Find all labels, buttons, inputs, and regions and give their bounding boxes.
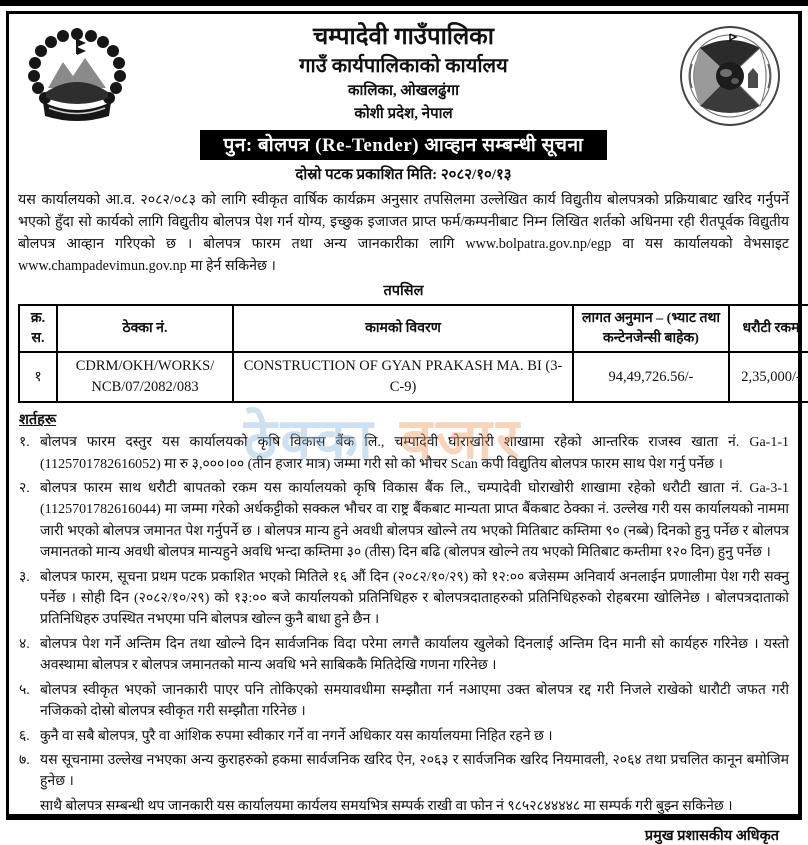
letterhead [18, 18, 789, 128]
notice-document [6, 11, 802, 845]
signatory-title: प्रमुख प्रशासकीय अधिकृत [644, 828, 779, 845]
col-header-description: कामको विवरण [233, 305, 573, 352]
office-name: गाउँ कार्यपालिकाको कार्यालय [299, 55, 508, 78]
condition-number: ५. [19, 682, 30, 698]
conditions-list [18, 432, 789, 793]
condition-text: यस सूचनामा उल्लेख नभएका अन्य कुराहरुको हकमा सार्वजनिक खरिद ऐन, २०६३ र सार्वजनिक खरिद नियमावली, २०६४ तथा प्रचलित कानून बमोजिम हुनेछ । [40, 752, 789, 790]
cell-description: CONSTRUCTION OF GYAN PRAKASH MA. BI (3-C-9) [233, 352, 573, 402]
notice-content [9, 14, 801, 845]
conditions-heading: शर्तहरू [19, 412, 57, 429]
letterhead-text [136, 18, 671, 125]
condition-item-5 [18, 680, 789, 723]
published-date: दोस्रो पटक प्रकाशित मिति: २०८२/१०/१३ [295, 167, 512, 183]
closing-paragraph: साथै बोलपत्र सम्बन्धी थप जानकारी यस कार्यालयमा कार्यलय समयभित्र सम्पर्क राखी वा फोन नं ९८५२८४४४४८ मा सम्पर्क गरी बुझ्न सकिनेछ । [40, 798, 733, 814]
condition-text: कुनै वा सबै बोलपत्र, पुरै वा आंशिक रुपमा स्वीकार गर्ने वा नगर्ने अधिकार यस कार्यालयमा निहित रहने छ । [40, 728, 553, 744]
watermark-part2: बजार [376, 407, 524, 472]
condition-text: बोलपत्र फारम दस्तुर यस कार्यालयको कृषि विकास बैंक लि., चम्पादेवी घोराखोरी शाखामा रहेको आन्तरिक राजस्व खाता नं. Ga-1-1 (1125701782616052) मा रु ३,०००।०० (तीन हजार मात्र) जम्मा गरी सो को भौचर Scan कपी विद्युतिय बोलपत्र फारम साथ पेश गर्नु पर्नेछ । [40, 435, 789, 472]
condition-text: बोलपत्र स्वीकृत भएको जानकारी पाएर पनि तोकिएको समयावधीमा सम्झौता गर्न नआएमा उक्त बोलपत्र रद्द गरी निजले राखेको धारौटी जफत गरी नजिकको दोस्रो बोलपत्र स्वीकृत गरी सम्झौता गरिनेछ । [40, 682, 789, 720]
table-row [19, 352, 808, 402]
province-line: कोशी प्रदेश, नेपाल [354, 105, 453, 122]
tapasil-heading: तपसिल [383, 283, 424, 299]
cell-cost-estimate: 94,49,726.56/- [573, 352, 729, 402]
condition-number: १. [19, 435, 30, 451]
condition-number: २. [19, 481, 30, 497]
col-header-contract-no: ठेक्का नं. [57, 305, 233, 352]
watermark-part1: ठेक्का [244, 407, 377, 472]
tender-table [18, 304, 808, 403]
condition-number: ६. [19, 728, 30, 744]
condition-item-3 [18, 567, 789, 631]
condition-item-6 [18, 726, 789, 747]
cell-deposit: 2,35,000/- [729, 352, 808, 402]
intro-paragraph: यस कार्यालयको आ.व. २०८२/०८३ को लागि स्वीकृत वार्षिक कार्यक्रम अनुसार तपसिलमा उल्लेखित कार्य विद्युतीय बोलपत्रको प्रक्रियाबाट खरिद गर्नुपर्ने भएको हुँदा सो कार्यको लागि विद्युतीय बोलपत्र पेश गर्न योग्य, इच्छुक इजाजत प्राप्त फर्म/कम्पनीबाट निम्न लिखित शर्तको अधिनमा रही रीतपूर्वक विद्युतीय बोलपत्र आव्हान गरिएको छ । बोलपत्र फारम तथा अन्य जानकारीका लागि www.bolpatra.gov.np/egp वा यस कार्यालयको वेभसाइट www.champadevimun.gov.np मा हेर्न सकिनेछ । [18, 192, 789, 274]
col-header-deposit: धरौटी रकम [729, 305, 808, 352]
col-header-cost-estimate: लागत अनुमान – (भ्याट तथा कन्टेनजेन्सी बाहेक) [573, 305, 729, 352]
condition-text: बोलपत्र फारम साथ धरौटी बापतको रकम यस कार्यालयको कृषि विकास बैंक लि., चम्पादेवी घोराखोरी शाखामा रहेको धरौटी खाता नं. Ga-3-1 (1125701782616044) मा जम्मा गरेको अर्धकट्टीको सक्कल भौचर वा राष्ट्र बैंकबाट मान्यता प्राप्त बैंकबाट ठेक्का नं. उल्लेख गरी यस कार्यालयको नाममा जारी भएको बोलपत्र जमानत पेश गर्नुपर्ने छ । बोलपत्र मान्य हुने अवधी बोलपत्र खोल्ने तय भएको मितिबाट कम्तिमा ९० (नब्बे) दिनको हुनु पर्नेछ र बोलपत्र जमानतको मान्य अवधी बोलपत्र मान्यहुने अवधि भन्दा कम्तिमा ३० (तीस) दिन बढि (बोलपत्र खोल्ने तय भएको मितिबाट कम्तीमा १२० दिन) हुनु पर्नेछ । [40, 481, 789, 561]
cell-sn: १ [19, 352, 57, 402]
municipality-name: चम्पादेवी गाउँपालिका [313, 24, 494, 50]
page-top-black-strip [0, 0, 808, 6]
address-line: कालिका, ओखलढुंगा [348, 83, 459, 100]
col-header-sn: क्र. स. [19, 305, 57, 352]
municipality-seal-icon [671, 18, 789, 128]
condition-number: ७. [19, 752, 30, 768]
nepal-emblem-icon [18, 18, 136, 128]
condition-item-7 [18, 750, 789, 793]
condition-text: बोलपत्र पेश गर्ने अन्तिम दिन तथा खोल्ने दिन सार्वजनिक विदा परेमा लगत्तै कार्यालय खुलेको दिनलाई अन्तिम दिन मानी सो कार्यहरु गरिनेछ । यस्तो अवस्थामा बोलपत्र र बोलपत्र जमानतको मान्य अवधि भने साबिककै मितिदेखि गणना गरिनेछ । [40, 636, 789, 674]
condition-number: ३. [19, 569, 30, 585]
cell-contract-no: CDRM/OKH/WORKS/ NCB/07/2082/083 [57, 352, 233, 402]
tender-table-header-row [19, 305, 808, 352]
condition-item-2 [18, 478, 789, 564]
notice-title-banner: पुन: बोलपत्र (Re-Tender) आव्हान सम्बन्धी सूचना [200, 130, 608, 160]
condition-item-4 [18, 634, 789, 677]
condition-text: बोलपत्र फारम, सूचना प्रथम पटक प्रकाशित भएको मितिले १६ औं दिन (२०८२/१०/२९) को १२:०० बजेसम्म अनिवार्य अनलाईन प्रणालीमा पेश गरी सक्नु पर्नेछ । सोही दिन (२०८२/१०/२९) को १३:०० बजे कार्यालयको प्रतिनिधिहरु र बोलपत्रदाताहरुको प्रतिनिधिहरुको रोहबरमा खोलिनेछ । बोलपत्रदाताको प्रतिनिधिहरु उपस्थित नभएमा पनि बोलपत्र खोल्न कुनै बाधा हुने छैन । [40, 569, 789, 628]
condition-number: ४. [19, 636, 30, 652]
condition-item-1 [18, 432, 789, 475]
